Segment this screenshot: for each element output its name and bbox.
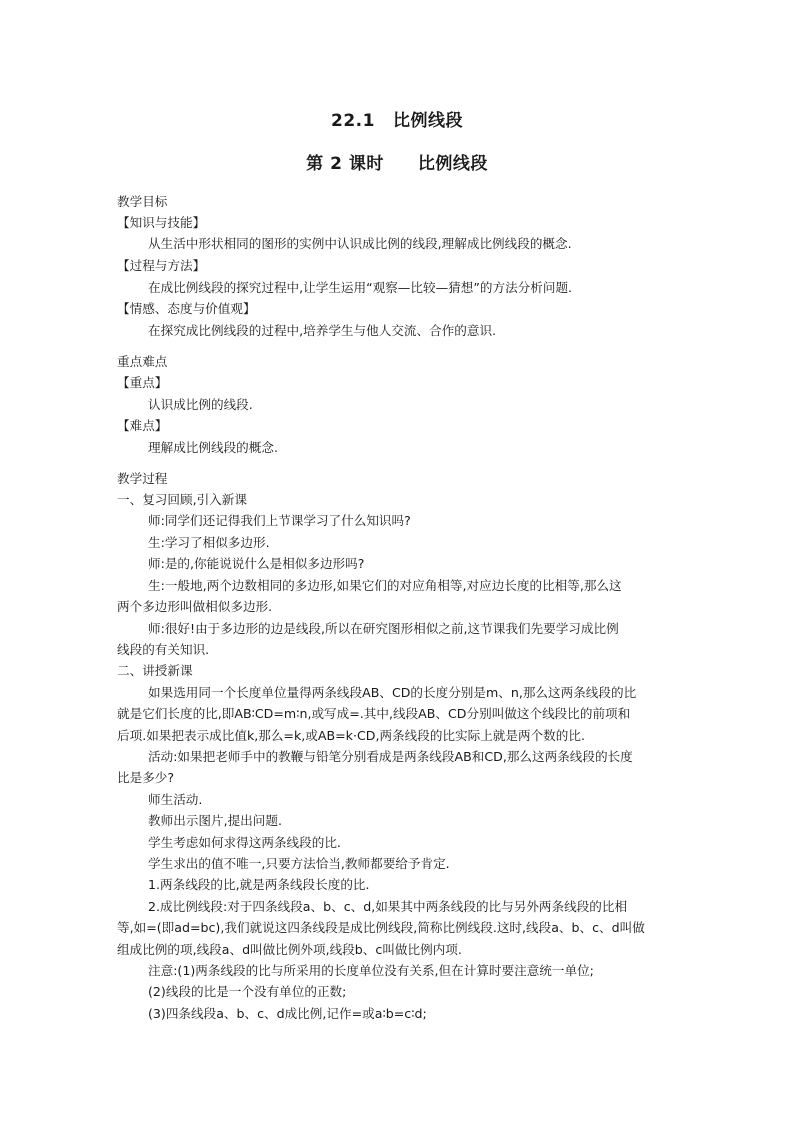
paragraph-line: 2.成比例线段:对于四条线段a、b、c、d,如果其中两条线段的比与另外两条线段的比相	[148, 899, 628, 914]
paragraph-line: 等,如=(即ad=bc),我们就说这四条线段是成比例线段,简称比例线段.这时,线段a、b、c、d叫做	[117, 920, 645, 935]
paragraph-line: 师:很好!由于多边形的边是线段,所以在研究图形相似之前,这节课我们先要学习成比例	[148, 621, 619, 636]
paragraph-line: 线段的有关知识.	[117, 642, 210, 657]
lesson-number: 第 2 课时	[306, 154, 384, 174]
paragraph-line: 组成比例的项,线段a、d叫做比例外项,线段b、c叫做比例内项.	[117, 942, 462, 957]
section-name: 比例线段	[392, 111, 463, 131]
paragraph-line: 师生活动.	[148, 792, 203, 807]
paragraph-line: 活动:如果把老师手中的教鞭与铅笔分别看成是两条线段AB和CD,那么这两条线段的长度	[148, 749, 633, 764]
paragraph-line: 学生求出的值不唯一,只要方法恰当,教师都要给予肯定.	[148, 856, 450, 871]
heading-teaching-process: 教学过程	[117, 471, 168, 486]
heading-emotion-attitude: 【情感、态度与价值观】	[117, 301, 256, 316]
paragraph-line: 两个多边形叫做相似多边形.	[117, 599, 273, 614]
paragraph-line: (3)四条线段a、b、c、d成比例,记作=或a∶b=c∶d;	[148, 1006, 427, 1021]
paragraph-line: 学生考虑如何求得这两条线段的比.	[148, 835, 341, 850]
section-title	[0, 106, 794, 131]
section-number: 22.1	[331, 111, 375, 131]
heading-difficult-point: 【难点】	[117, 418, 168, 433]
paragraph-line: 生:学习了相似多边形.	[148, 535, 270, 550]
paragraph-line: 师:同学们还记得我们上节课学习了什么知识吗?	[148, 513, 411, 528]
paragraph-line: 生:一般地,两个边数相同的多边形,如果它们的对应角相等,对应边长度的比相等,那么这	[148, 578, 622, 593]
paragraph-line: 认识成比例的线段.	[148, 397, 253, 412]
paragraph-line: 从生活中形状相同的图形的实例中认识成比例的线段,理解成比例线段的概念.	[148, 236, 572, 251]
paragraph-line: 比是多少?	[117, 770, 175, 785]
lesson-title	[0, 149, 794, 174]
paragraph-line: (2)线段的比是一个没有单位的正数;	[148, 984, 347, 999]
paragraph-line: 理解成比例线段的概念.	[148, 440, 278, 455]
paragraph-line: 后项.如果把表示成比值k,那么=k,或AB=k·CD,两条线段的比实际上就是两个数的比.	[117, 728, 585, 743]
heading-review: 一、复习回顾,引入新课	[117, 492, 247, 507]
heading-new-lesson: 二、讲授新课	[117, 663, 193, 678]
paragraph-line: 教师出示图片,提出问题.	[148, 813, 282, 828]
paragraph-line: 就是它们长度的比,即AB∶CD=m∶n,或写成=.其中,线段AB、CD分别叫做这个线段比的前项和	[117, 706, 631, 721]
paragraph-line: 1.两条线段的比,就是两条线段长度的比.	[148, 877, 370, 892]
paragraph-line: 师:是的,你能说说什么是相似多边形吗?	[148, 556, 365, 571]
paragraph-line: 在成比例线段的探究过程中,让学生运用“观察—比较—猜想”的方法分析问题.	[148, 280, 573, 295]
paragraph-line: 在探究成比例线段的过程中,培养学生与他人交流、合作的意识.	[148, 323, 497, 338]
lesson-name: 比例线段	[417, 154, 488, 174]
paragraph-line: 如果选用同一个长度单位量得两条线段AB、CD的长度分别是m、n,那么这两条线段的比	[148, 685, 637, 700]
heading-knowledge-skills: 【知识与技能】	[117, 215, 206, 230]
heading-process-methods: 【过程与方法】	[117, 258, 206, 273]
heading-key-difficult-points: 重点难点	[117, 354, 168, 369]
heading-teaching-goals: 教学目标	[117, 194, 168, 209]
heading-key-point: 【重点】	[117, 375, 168, 390]
paragraph-line: 注意:(1)两条线段的比与所采用的长度单位没有关系,但在计算时要注意统一单位;	[148, 963, 594, 978]
